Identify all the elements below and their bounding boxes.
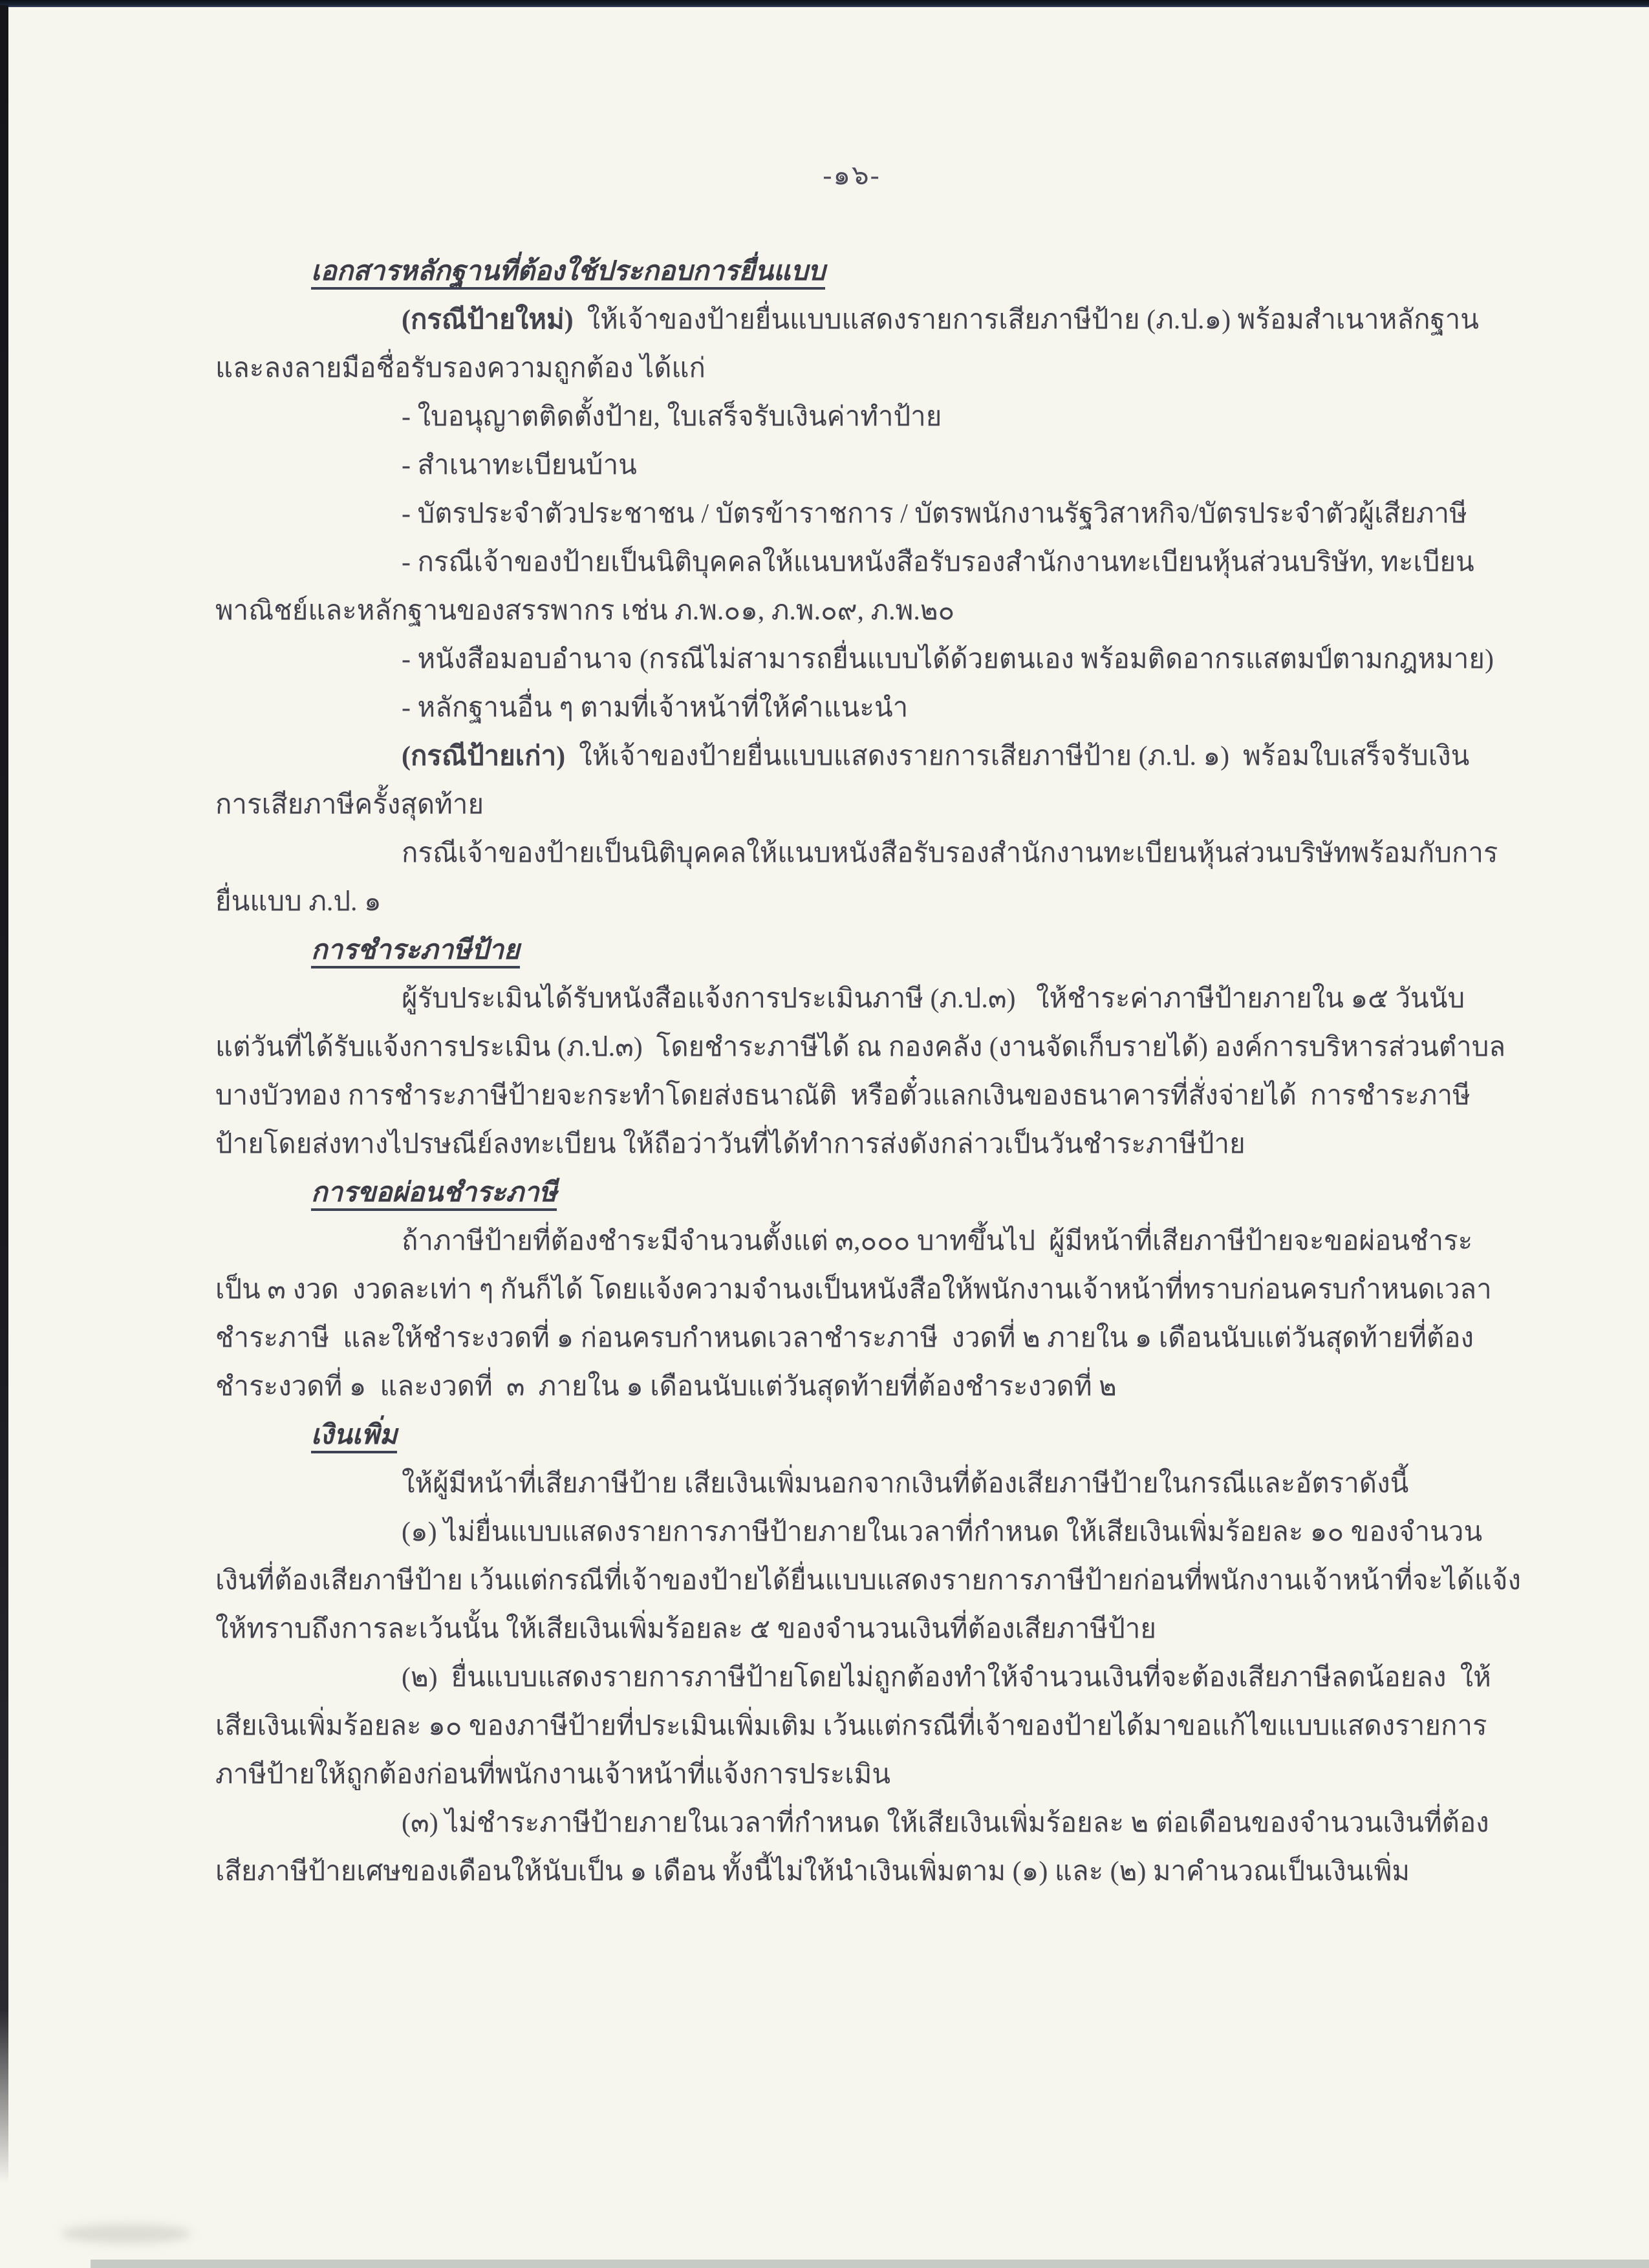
text-line [215,1363,1535,1411]
text-line [215,587,1535,636]
text-line [215,781,1535,829]
text-run: ให้เจ้าของป้ายยื่นแบบแสดงรายการเสียภาษีป้าย (ภ.ป.๑) พร้อมสำเนาหลักฐาน [573,305,1479,335]
heading-text: เอกสารหลักฐานที่ต้องใช้ประกอบการยื่นแบบ [311,257,825,290]
scan-artifact-left-edge [0,5,8,2184]
text-run: บางบัวทอง การชำระภาษีป้ายจะกระทำโดยส่งธนาณัติ หรือตั๋วแลกเงินของธนาคารที่สั่งจ่ายได้ การชำระภาษี [215,1081,1471,1111]
section-heading [215,1411,1535,1460]
text-run: ให้ทราบถึงการละเว้นนั้น ให้เสียเงินเพิ่มร้อยละ ๕ ของจำนวนเงินที่ต้องเสียภาษีป้าย [215,1614,1156,1644]
text-run: - หลักฐานอื่น ๆ ตามที่เจ้าหน้าที่ให้คำแนะนำ [402,693,909,723]
text-run: พาณิชย์และหลักฐานของสรรพากร เช่น ภ.พ.๐๑, ภ.พ.๐๙, ภ.พ.๒๐ [215,596,955,626]
text-run: - กรณีเจ้าของป้ายเป็นนิติบุคคลให้แนบหนังสือรับรองสำนักงานทะเบียนหุ้นส่วนบริษัท, ทะเบียน [402,548,1474,577]
text-line [215,1508,1535,1557]
section-heading [215,926,1535,975]
text-line [215,442,1535,490]
text-line [215,1266,1535,1314]
text-line [215,539,1535,587]
text-line [215,878,1535,926]
text-line [215,1557,1535,1605]
section-heading [215,248,1535,296]
text-run: ภาษีป้ายให้ถูกต้องก่อนที่พนักงานเจ้าหน้าที่แจ้งการประเมิน [215,1760,891,1790]
text-run: ป้ายโดยส่งทางไปรษณีย์ลงทะเบียน ให้ถือว่าวันที่ได้ทำการส่งดังกล่าวเป็นวันชำระภาษีป้าย [215,1129,1245,1159]
text-line [215,1848,1535,1896]
text-run: กรณีเจ้าของป้ายเป็นนิติบุคคลให้แนบหนังสือรับรองสำนักงานทะเบียนหุ้นส่วนบริษัทพร้อมกับการ [402,839,1498,868]
text-line [215,733,1535,781]
text-run: - สำเนาทะเบียนบ้าน [402,451,637,480]
heading-text: การขอผ่อนชำระภาษี [311,1178,557,1211]
text-run: ผู้รับประเมินได้รับหนังสือแจ้งการประเมินภาษี (ภ.ป.๓) ให้ชำระค่าภาษีป้ายภายใน ๑๕ วันนับ [402,984,1465,1014]
text-run: (๓) ไม่ชำระภาษีป้ายภายในเวลาที่กำหนด ให้เสียเงินเพิ่มร้อยละ ๒ ต่อเดือนของจำนวนเงินที่ต้อง [402,1808,1489,1838]
text-line [215,829,1535,878]
text-line [215,636,1535,684]
text-line [215,296,1535,345]
text-run: - ใบอนุญาตติดตั้งป้าย, ใบเสร็จรับเงินค่าทำป้าย [402,402,942,432]
text-run: การเสียภาษีครั้งสุดท้าย [215,790,484,820]
scan-artifact-smudge [61,2224,191,2243]
text-line [215,1217,1535,1266]
section-heading [215,1169,1535,1217]
text-run: (๑) ไม่ยื่นแบบแสดงรายการภาษีป้ายภายในเวลาที่กำหนด ให้เสียเงินเพิ่มร้อยละ ๑๐ ของจำนวน [402,1517,1483,1547]
text-line [215,1799,1535,1848]
bold-run: (กรณีป้ายใหม่) [402,305,574,335]
text-run: ให้ผู้มีหน้าที่เสียภาษีป้าย เสียเงินเพิ่มนอกจากเงินที่ต้องเสียภาษีป้ายในกรณีและอัตราดังนี้ [402,1469,1409,1499]
text-run: และลงลายมือชื่อรับรองความถูกต้อง ได้แก่ [215,354,706,383]
text-line [215,490,1535,539]
text-line [215,345,1535,393]
text-run: - บัตรประจำตัวประชาชน / บัตรข้าราชการ / บัตรพนักงานรัฐวิสาหกิจ/บัตรประจำตัวผู้เสียภาษี [402,499,1467,529]
heading-text: การชำระภาษีป้าย [311,936,520,968]
scan-artifact-bottom-edge [91,2260,1649,2268]
text-run: เงินที่ต้องเสียภาษีป้าย เว้นแต่กรณีที่เจ้าของป้ายได้ยื่นแบบแสดงรายการภาษีป้ายก่อนที่พนักงานเจ้าหน้าที่จะได้แจ้ง [215,1566,1522,1596]
text-line [215,1023,1535,1072]
text-line [215,684,1535,733]
text-run: ถ้าภาษีป้ายที่ต้องชำระมีจำนวนตั้งแต่ ๓,๐๐๐ บาทขึ้นไป ผู้มีหน้าที่เสียภาษีป้ายจะขอผ่อนชำระ [402,1226,1473,1256]
text-run: ชำระภาษี และให้ชำระงวดที่ ๑ ก่อนครบกำหนดเวลาชำระภาษี งวดที่ ๒ ภายใน ๑ เดือนนับแต่วันสุดท้ายที่ต้อง [215,1323,1474,1353]
text-run: แต่วันที่ได้รับแจ้งการประเมิน (ภ.ป.๓) โดยชำระภาษีได้ ณ กองคลัง (งานจัดเก็บรายได้) องค์การบริหารส่วนตำบล [215,1032,1506,1062]
text-line [215,1460,1535,1508]
text-line [215,1702,1535,1751]
text-line [215,1120,1535,1169]
page-number: -๑๖- [823,161,881,191]
text-run: (๒) ยื่นแบบแสดงรายการภาษีป้ายโดยไม่ถูกต้องทำให้จำนวนเงินที่จะต้องเสียภาษีลดน้อยลง ให้ [402,1663,1491,1693]
text-line [215,1751,1535,1799]
text-line [215,975,1535,1023]
text-line [215,1605,1535,1654]
text-run: ให้เจ้าของป้ายยื่นแบบแสดงรายการเสียภาษีป้าย (ภ.ป. ๑) พร้อมใบเสร็จรับเงิน [565,742,1470,771]
scan-artifact-top-edge [0,0,1649,7]
heading-text: เงินเพิ่ม [311,1420,397,1453]
text-line [215,1654,1535,1702]
text-run: เสียเงินเพิ่มร้อยละ ๑๐ ของภาษีป้ายที่ประเมินเพิ่มเติม เว้นแต่กรณีที่เจ้าของป้ายได้มาขอแก้ไขแบบแสดงรายการ [215,1711,1487,1741]
text-line [215,1314,1535,1363]
text-run: ยื่นแบบ ภ.ป. ๑ [215,887,382,917]
text-run: - หนังสือมอบอำนาจ (กรณีไม่สามารถยื่นแบบได้ด้วยตนเอง พร้อมติดอากรแสตมป์ตามกฎหมาย) [402,645,1494,674]
document-text [215,248,1535,1896]
bold-run: (กรณีป้ายเก่า) [402,742,566,771]
text-run: ชำระงวดที่ ๑ และงวดที่ ๓ ภายใน ๑ เดือนนับแต่วันสุดท้ายที่ต้องชำระงวดที่ ๒ [215,1372,1117,1402]
text-line [215,393,1535,442]
text-run: เป็น ๓ งวด งวดละเท่า ๆ กันก็ได้ โดยแจ้งความจำนงเป็นหนังสือให้พนักงานเจ้าหน้าที่ทราบก่อนครบกำหนดเวลา [215,1275,1492,1305]
text-run: เสียภาษีป้ายเศษของเดือนให้นับเป็น ๑ เดือน ทั้งนี้ไม่ให้นำเงินเพิ่มตาม (๑) และ (๒) มาคำนวณเป็นเงินเพิ่ม [215,1857,1410,1887]
text-line [215,1072,1535,1120]
